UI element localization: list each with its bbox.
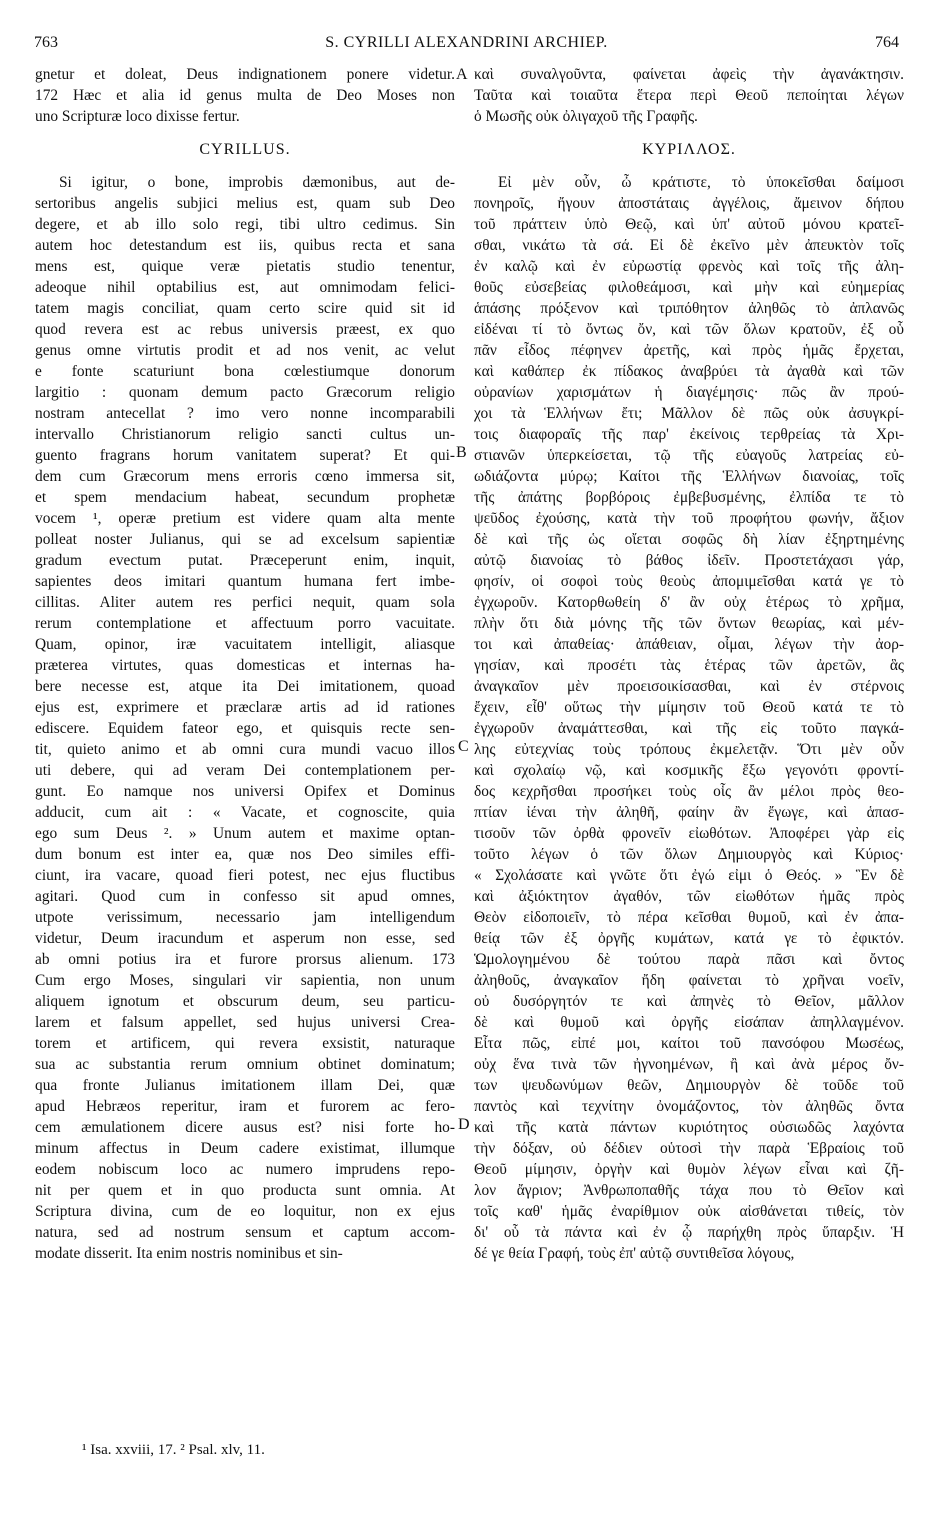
latin-text-line: polleat noster Julianus, qui se ad excelsum sapientiæ	[35, 531, 455, 548]
greek-text-line: δέ γε θεία Γραφή, τοὺς ἐπ' αὐτῷ συντιθεῖσα λόγους,	[474, 1245, 795, 1262]
greek-text-line: δος κεχρῆσθαι προσήκει τοὺς οἷς ἂν μέλοι πρὸς θεο-	[474, 783, 904, 800]
latin-text-line: apud Hebræos reperitur, iram et furorem ac fero-	[35, 1098, 455, 1115]
greek-text-line: Ὡμολογημένου δὲ τούτου παρὰ πᾶσι καὶ ὄντος	[474, 951, 904, 968]
page-number-right: 764	[875, 34, 899, 51]
greek-text-line: Εἶτα πῶς, εἰπέ μοι, καίτοι τοῦ πανσόφου Μωσέως,	[474, 1035, 904, 1052]
latin-text-line: Scriptura divina, cum de eo loquitur, non ex ejus	[35, 1203, 455, 1220]
greek-intro-line: ὁ Μωσῆς οὐκ ὀλιγαχοῦ τῆς Γραφῆς.	[474, 108, 698, 125]
latin-text-line: Cum ergo Moses, singulari vir sapientia, non unum	[35, 972, 455, 989]
greek-text-line: ἀληθοῦς, ἀναγκαῖον ἤδη φαίνεται τὸ χρῆναι νοεῖν,	[474, 972, 904, 989]
latin-text-line: torem et artificem, qui revera exsistit, naturaque	[35, 1035, 455, 1052]
latin-text-line: ediscere. Equidem fateor ego, et quisquis recte sen-	[35, 720, 455, 737]
greek-text-line: οὐ δυσόργητόν τε καὶ ἀπηνὲς τὸ Θεῖον, μᾶλλον	[474, 993, 904, 1010]
latin-text-line: utpote verissimum, necessario jam intelligendum	[35, 909, 455, 926]
latin-text-line: modate disserit. Ita enim nostris nominibus et sin-	[35, 1245, 343, 1262]
margin-letter-b: B	[456, 444, 467, 461]
latin-text-line: præterea virtutes, quas domesticas et internas ha-	[35, 657, 455, 674]
latin-text-line: gunt. Eo namque nos universi Opifex et Dominus	[35, 783, 455, 800]
latin-intro-line: gnetur et doleat, Deus indignationem ponere videtur.	[35, 66, 455, 83]
greek-text-line: ἐγχωροῦν ἀναμάττεσθαι, καὶ τῆς εἰς τοῦτο παγκά-	[474, 720, 904, 737]
greek-text-line: τοις διαφοραῖς τῆς παρ' ἐκείνοις τερθρείας τὰ Χρι-	[474, 426, 904, 443]
greek-text-line: τοῦ πράττειν ὑπὸ Θεῷ, καὶ ὑπ' αὐτοῦ μόνου κρατεῖ-	[474, 216, 904, 233]
greek-text-line: χοι τὰ Ἑλλήνων ἔτι; Μᾶλλον δὲ πῶς οὐκ ἀσυγκρί-	[474, 405, 904, 422]
latin-text-line: adducit, cum ait : « Vacate, et cognoscite, quia	[35, 804, 455, 821]
greek-intro-line: καὶ συναλγοῦντα, φαίνεται ἀφεὶς τὴν ἀγανάκτησιν.	[474, 66, 904, 83]
latin-text-line: qua fronte Julianus imitationem illam Dei, quæ	[35, 1077, 455, 1094]
latin-text-line: dum bonum est inter ea, quæ nos Deo similes effi-	[35, 846, 455, 863]
greek-text-line: Εἰ μὲν οὖν, ὦ κράτιστε, τὸ ὑποκεῖσθαι δαίμοσι	[498, 174, 904, 191]
greek-text-line: εἰδέναι τί τὸ ὄντως ὄν, καὶ τῶν ὅλων κρατοῦν, ἐξ οὗ	[474, 321, 904, 338]
latin-text-line: aliquem ignotum et obscurum deum, seu particu-	[35, 993, 455, 1010]
latin-text-line: agitari. Quod cum in confesso sit apud omnes,	[35, 888, 455, 905]
greek-text-line: δι' οὗ τὰ πάντα καὶ ἐν ᾧ παρήχθη πρὸς ὕπαρξιν. Ἡ	[474, 1224, 904, 1241]
greek-text-line: ἐγχωροῦν. Κατορθωθείη δ' ἂν οὐχ ἑτέρως τὸ χρῆμα,	[474, 594, 904, 611]
latin-text-line: guento fragrans horum vanitatem superat? Et qui-	[35, 447, 455, 464]
latin-text-line: tatem magis conciliat, quam certo scire quid sit id	[35, 300, 455, 317]
greek-text-line: καὶ καθάπερ ἐκ πίδακος ἀναβρύει τὰ ἀγαθὰ καὶ τῶν	[474, 363, 904, 380]
margin-letter-c: C	[458, 738, 469, 755]
page-number-left: 763	[34, 34, 58, 51]
latin-text-line: degere, et ab illo solo regi, tibi ultro cedimus. Sin	[35, 216, 455, 233]
greek-text-line: καὶ ἀξιόκτητον ἀγαθόν, τῶν εἰωθότων ἡμᾶς πρὸς	[474, 888, 904, 905]
latin-text-line: videtur, Deum iracundum et asperum non esse, sed	[35, 930, 455, 947]
greek-text-line: λον ἄγριον; Ἀνθρωποπαθῆς τάχα που τὸ Θεῖον καὶ	[474, 1182, 904, 1199]
greek-text-line: ωδιάζοντα μύρῳ; Καίτοι τῆς Ἑλλήνων διανοίας, τοῖς	[474, 468, 904, 485]
latin-text-line: ab omni potius ira et furore prorsus alienum. 173	[35, 951, 455, 968]
latin-text-line: cillitas. Aliter autem res perfici nequit, quam sola	[35, 594, 455, 611]
margin-letter-d: D	[458, 1116, 470, 1133]
latin-text-line: minum affectus in Deum cadere existimat, illumque	[35, 1140, 455, 1157]
latin-text-line: larem et falsum appellet, sed hujus universi Crea-	[35, 1014, 455, 1031]
greek-column	[474, 64, 904, 1264]
greek-text-line: φησίν, οἱ σοφοὶ τοὺς θεοὺς ἀπομιμεῖσθαι κατά γε τὸ	[474, 573, 904, 590]
latin-intro-line: uno Scripturæ loco dixisse fertur.	[35, 108, 240, 125]
latin-text-line: nit per quem et in quo producta sunt omnia. At	[35, 1182, 455, 1199]
latin-text-line: bere necesse est, atque ita Dei imitationem, quoad	[35, 678, 455, 695]
latin-text-line: et spem mendacium habeat, secundum prophetæ	[35, 489, 455, 506]
latin-text-line: autem hoc detestandum est iis, quibus recta et sana	[35, 237, 455, 254]
latin-text-line: ejus est, exprimere et præclaræ artis ad id rationes	[35, 699, 455, 716]
greek-text-line: ἁπάσης πρόξενον καὶ τριπόθητον ἀληθῶς τὸ ἀπλανῶς	[474, 300, 904, 317]
latin-text-line: adeoque nihil optabilius est, aut omnimodam felici-	[35, 279, 455, 296]
latin-text-line: gradum evectum putat. Præceperunt enim, inquit,	[35, 552, 455, 569]
greek-text-line: τῆς ἀπάτης βορβόροις ἐμβεβυσμένης, ἐλπίδα τε τὸ	[474, 489, 904, 506]
greek-text-line: πλὴν ὅτι διὰ μόνης τῆς τῶν ὄντων θεωρίας, καὶ μέν-	[474, 615, 904, 632]
latin-text-line: quod revera est ac rebus universis præest, ex quo	[35, 321, 455, 338]
greek-text-line: ψεῦδος ἐχούσης, κατὰ τὴν τοῦ προφήτου φωνήν, ἄξιον	[474, 510, 904, 527]
latin-text-line: vocem ¹, operæ pretium est videre quam alta mente	[35, 510, 455, 527]
greek-intro-line: Ταῦτα καὶ τοιαῦτα ἕτερα περὶ Θεοῦ πεποίηται λέγων	[474, 87, 904, 104]
latin-text-line: nostram antecellat ? imo vero nonne incomparabili	[35, 405, 455, 422]
greek-text-line: δὲ καὶ θυμοῦ καὶ ὀργῆς εἰσάπαν ἀπηλλαγμένον.	[474, 1014, 904, 1031]
greek-text-line: Θεὸν εἰδοποιεῖν, τὸ πέρα κεῖσθαι θυμοῦ, καὶ ἐν ἀπα-	[474, 909, 904, 926]
latin-text-line: ego sum Deus ². » Unum autem et maxime optan-	[35, 825, 455, 842]
latin-text-line: Quam, opinor, iræ vacuitatem intelligit, aliasque	[35, 636, 455, 653]
latin-text-line: sapientes deos imitari quantum humana fert imbe-	[35, 573, 455, 590]
latin-intro-line: 172 Hæc et alia id genus multa de Deo Moses non	[35, 87, 455, 104]
greek-text-line: λης εὐτεχνίας τοὺς τρόπους ἐκμελετᾷν. Ὅτι μὲν οὖν	[474, 741, 904, 758]
greek-text-line: θείᾳ τῶν ἐξ ὀργῆς κυμάτων, κατά γε τὸ ἐφικτόν.	[474, 930, 904, 947]
latin-heading: CYRILLUS.	[199, 141, 291, 158]
greek-text-line: οὐχ ἕνα τινὰ τῶν ἠγνοημένων, ἢ καὶ ἀνὰ μέρος ὄν-	[474, 1056, 904, 1073]
margin-letter-a: A	[456, 66, 468, 83]
greek-text-line: παντὸς καὶ τεχνίτην ὀνομάζοντος, τὸν ἀληθῶς ὄντα	[474, 1098, 904, 1115]
greek-text-line: τισοῦν τῶν ὀρθὰ φρονεῖν εἰωθότων. Ἀποφέρει γὰρ εἰς	[474, 825, 904, 842]
running-header	[34, 34, 899, 58]
greek-text-line: τοῦτο λέγων ὁ τῶν ὅλων Δημιουργὸς καὶ Κύριος·	[474, 846, 904, 863]
latin-text-line: ciunt, ira vacare, quoad fieri potest, nec ejus fluctibus	[35, 867, 455, 884]
greek-text-line: αὐτῷ διανοίας τὸ βάθος ἰδεῖν. Προστετάχασι γάρ,	[474, 552, 904, 569]
greek-text-line: καὶ σχολαίῳ νῷ, καὶ κοσμικῆς ἔξω γεγονότι φροντί-	[474, 762, 904, 779]
greek-text-line: ἀναγκαῖον μὲν προεισοικίσασθαι, καὶ ἐν στέρνοις	[474, 678, 904, 695]
greek-text-line: ἐν καλῷ καὶ ἐν εὐρωστίᾳ φρενὸς καὶ τοῖς τῆς ἀλη-	[474, 258, 904, 275]
latin-column	[35, 64, 455, 1264]
latin-text-line: eodem nobiscum loco ac numero imprudens repo-	[35, 1161, 455, 1178]
latin-text-line: tit, quieto animo et ab omni cura mundi vacuo illos	[35, 741, 455, 758]
greek-text-line: τοῖς καθ' ἡμᾶς ἐναρίθμιον οὐκ αἰσθάνεται τιθείς, τὸν	[474, 1203, 904, 1220]
latin-text-line: cem æmulationem dicere ausus est? nisi forte ho-	[35, 1119, 455, 1136]
greek-text-line: σθαι, νικάτω τὰ σά. Εἰ δὲ ἐκεῖνο μὲν ἀπευκτὸν τοῖς	[474, 237, 904, 254]
latin-text-line: uti debere, qui ad veram Dei contemplationem per-	[35, 762, 455, 779]
greek-text-line: καὶ τῆς κατὰ πάντων κυριότητος οὐσιωδῶς λαχόντα	[474, 1119, 904, 1136]
latin-text-line: sertoribus angelis subjici melius est, quam sub Deo	[35, 195, 455, 212]
greek-text-line: δὲ καὶ τῆς ὡς οἴεται σοφῶς δὴ λίαν ἐξηρτημένης	[474, 531, 904, 548]
greek-text-line: θοῦς εὐσεβείας φιλοθεάμοσι, καὶ μὴν καὶ εὐημερίας	[474, 279, 904, 296]
footnote: ¹ Isa. xxviii, 17. ² Psal. xlv, 11.	[82, 1442, 265, 1458]
latin-text-line: rerum contemplatione et affectuum porro vacuitate.	[35, 615, 455, 632]
running-title: S. CYRILLI ALEXANDRINI ARCHIEP.	[325, 34, 608, 51]
latin-text-line: dem cum Græcorum mens erroris cœno immersa sit,	[35, 468, 455, 485]
greek-text-line: στιανῶν ὑπερκείσεται, τῷ τῆς εὐαγοῦς λατρείας εὐ-	[474, 447, 904, 464]
greek-text-line: ἔχειν, εἶθ' οὕτως τὴν μίμησιν τοῦ Θεοῦ κατά τε τὸ	[474, 699, 904, 716]
greek-text-line: πονηροῖς, ἤγουν ἀποστάταις ἀγγέλοις, ἄμεινον δήπου	[474, 195, 904, 212]
latin-text-line: mens est, quique veræ pietatis studio tenentur,	[35, 258, 455, 275]
greek-text-line: οὐρανίων χαρισμάτων ἡ διαγέμησις· πῶς ἂν πρού-	[474, 384, 904, 401]
greek-text-line: Θεοῦ μίμησιν, ὀργὴν καὶ θυμὸν λέγων εἶναι καὶ ζῆ-	[474, 1161, 904, 1178]
greek-text-line: πτίαν ἰέναι τὴν ἀληθῆ, φαίην ἂν ἔγωγε, καὶ ἁπασ-	[474, 804, 904, 821]
latin-text-line: e fonte scaturiunt bona cœlestiumque donorum	[35, 363, 455, 380]
latin-text-line: Si igitur, o bone, improbis dæmonibus, aut de-	[59, 174, 455, 191]
latin-text-line: genus omne virtutis prodit et ad nos venit, ac velut	[35, 342, 455, 359]
greek-text-line: « Σχολάσατε καὶ γνῶτε ὅτι ἐγώ εἰμι ὁ Θεός. » Ἓν δὲ	[474, 867, 904, 884]
greek-text-line: τὴν δόξαν, οὐ δέδιεν οὑτοσὶ τὴν παρὰ Ἑβραίοις τοῦ	[474, 1140, 904, 1157]
greek-text-line: των ψευδωνύμων θεῶν, Δημιουργὸν δὲ τοῦδε τοῦ	[474, 1077, 904, 1094]
latin-text-line: intervallo Christianorum religio sancti cultus un-	[35, 426, 455, 443]
greek-text-line: πᾶν εἶδος πέφηνεν ἀρετῆς, καὶ πρὸς ἡμᾶς ἔρχεται,	[474, 342, 904, 359]
latin-text-line: natura, sed ad nostrum sensum et captum accom-	[35, 1224, 455, 1241]
greek-text-line: γησίαν, καὶ προσέτι τὰς ἑτέρας τῶν ἀρετῶν, ἃς	[474, 657, 904, 674]
greek-text-line: τοι καὶ ἀπαθείας· ἀπάθειαν, οἶμαι, λέγων τὴν ἀορ-	[474, 636, 904, 653]
greek-heading: ΚΥΡΙΛΛΟΣ.	[642, 141, 736, 158]
latin-text-line: sua ac substantia rerum omnium obtinet dominatum;	[35, 1056, 455, 1073]
latin-text-line: largitio : quonam demum pacto Græcorum religio	[35, 384, 455, 401]
